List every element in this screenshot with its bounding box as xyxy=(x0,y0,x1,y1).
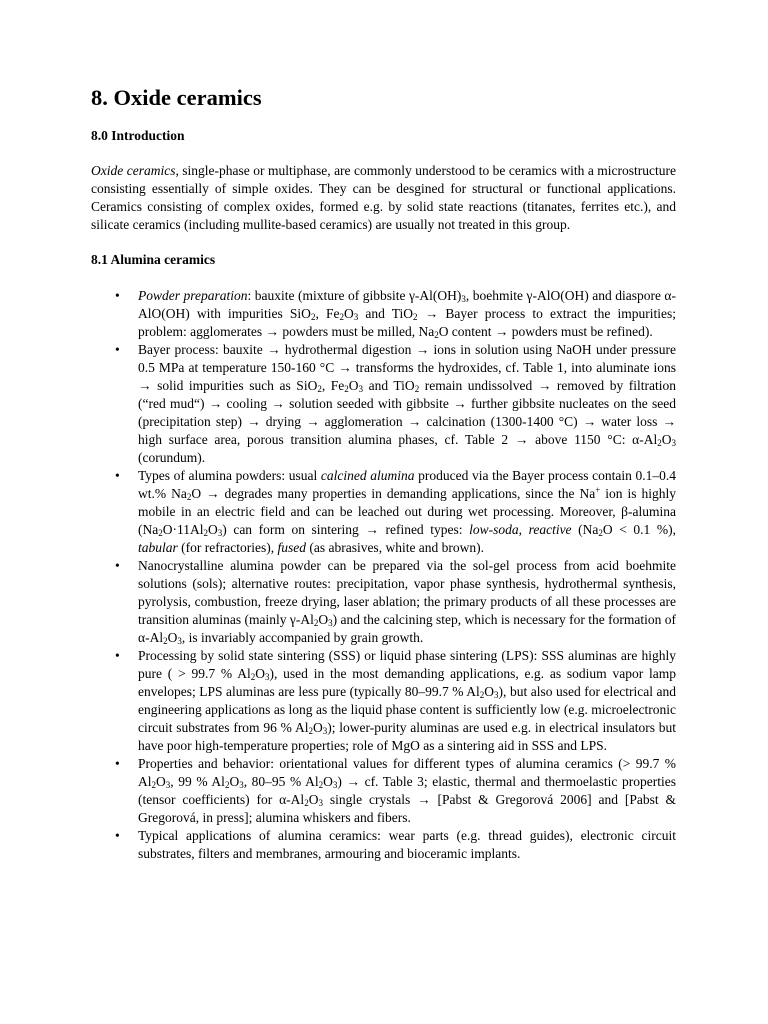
bullet-bayer-process xyxy=(91,341,676,467)
text-run: (as abrasives, white and brown). xyxy=(305,540,485,555)
text-run: O < 0.1 %), xyxy=(602,522,676,537)
bullet-powder-preparation xyxy=(91,287,676,341)
subscript: 3 xyxy=(322,726,328,736)
text-run: (Na xyxy=(571,522,599,537)
subscript: 2 xyxy=(163,636,168,646)
text-run: remain undissolved → removed by filtration (“red mud“) → cooling → solution seeded with gibbsite → further gibbsite nucleates on the seed (precipitation step) → drying → agglomeration → calcination (1300-1400 °C) → water loss → high surface area, porous transition alumina phases, cf. Table 2 → above 1150 °C: α-Al xyxy=(138,378,677,447)
bullet-applications xyxy=(91,827,676,863)
text-run: Nanocrystalline alumina powder can be prepared via the sol-gel process from acid boehmite solutions (sols); alternative routes: precipitation, vapor phase synthesis, hydrothermal synthesis, pyrolysis, combustion, freeze drying, laser ablation; the primary products of all these processes are transition aluminas (mainly γ-Al xyxy=(138,558,676,627)
subscript: 3 xyxy=(494,690,499,700)
text-run: and TiO xyxy=(363,378,415,393)
text-run: reactive xyxy=(528,522,572,537)
subscript: 3 xyxy=(165,780,171,790)
subscript: 2 xyxy=(414,384,420,394)
text-run: single crystals → [Pabst & Gregorová 2006] and [Pabst & Gregorová, in press]; alumina whiskers and fibers. xyxy=(138,792,677,825)
intro-lead: Oxide ceramics xyxy=(91,163,176,178)
subscript: 2 xyxy=(158,528,163,538)
subscript: 2 xyxy=(434,330,439,340)
text-run: low-soda xyxy=(469,522,519,537)
text-run: O xyxy=(308,792,319,807)
text-run: O xyxy=(343,306,354,321)
text-run: (for refractories), xyxy=(177,540,278,555)
document-page xyxy=(91,84,676,863)
subscript: 2 xyxy=(203,528,208,538)
text-run: , 80–95 % Al xyxy=(243,774,319,789)
subscript: 2 xyxy=(308,726,313,736)
text-run: O xyxy=(312,720,323,735)
subscript: 2 xyxy=(151,780,156,790)
subscript: 3 xyxy=(177,636,182,646)
text-run: ion is highly mobile in an electric field and can be leached out during wet processing. Moreover, β-alumina (Na xyxy=(138,486,676,537)
text-run: O xyxy=(167,630,178,645)
text-run: O xyxy=(208,522,218,537)
text-run: Powder preparation xyxy=(138,288,248,303)
subscript: 2 xyxy=(657,438,662,448)
text-run: O xyxy=(229,774,240,789)
bullet-processing xyxy=(91,647,676,755)
text-run: : bauxite (mixture of gibbsite γ-Al(OH) xyxy=(247,288,462,303)
subscript: 3 xyxy=(353,312,359,322)
subscript: 2 xyxy=(339,312,344,322)
text-run: ) can form on sintering → refined types: xyxy=(222,522,470,537)
text-run: O xyxy=(323,774,333,789)
text-run: , xyxy=(518,522,529,537)
subscript: 2 xyxy=(186,492,192,502)
text-run: ) → cf. Table 3; elastic, thermal and thermoelastic properties (tensor coefficients) for α-Al xyxy=(138,774,676,807)
text-run: ), but also used for electrical and engineering applications as long as the liquid phase content is sufficiently low (e.g. microelectronic circuit substrates from 96 % Al xyxy=(138,684,677,735)
text-run: O·11Al xyxy=(162,522,204,537)
alumina-heading: 8.1 Alumina ceramics xyxy=(91,252,216,267)
subscript: 2 xyxy=(310,312,316,322)
text-run: fused xyxy=(277,540,306,555)
text-run: ) and the calcining step, which is necessary for the formation of α-Al xyxy=(138,612,677,645)
text-run: ); lower-purity aluminas are used e.g. in electrical insulators but have poor high-temperature properties; role of MgO as a sintering aid in SSS and LPS. xyxy=(138,720,676,753)
text-run: tabular xyxy=(138,540,178,555)
text-run: and TiO xyxy=(358,306,414,321)
text-run: O xyxy=(661,432,672,447)
subscript: 2 xyxy=(479,690,485,700)
subscript: 2 xyxy=(598,528,603,538)
text-run: → Bayer process to extract the impurities; problem: agglomerates → powders must be milled, Na xyxy=(138,306,677,339)
text-run: , is invariably accompanied by grain growth. xyxy=(181,630,424,645)
text-run: Properties and behavior: orientational values for different types of alumina ceramics (> 99.7 % Al xyxy=(138,756,676,789)
text-run: Bayer process: bauxite → hydrothermal digestion → ions in solution using NaOH under pressure 0.5 MPa at temperature 150-160 °C → transforms the hydroxides, cf. Table 1, into aluminate ions → solid impurities such as SiO xyxy=(138,342,676,393)
subscript: 3 xyxy=(461,294,466,304)
text-run: (corundum). xyxy=(138,450,206,465)
text-run: , Fe xyxy=(321,378,345,393)
text-run: Types of alumina powders: usual xyxy=(138,468,321,483)
subscript: 3 xyxy=(671,438,676,448)
subscript: 2 xyxy=(317,384,322,394)
text-run: O content → powders must be refined). xyxy=(438,324,653,339)
text-run: calcined alumina xyxy=(320,468,415,483)
intro-text: , single-phase or multiphase, are commonly understood to be ceramics with a microstructure consisting essentially of simple oxides. They can be desgined for structural or functional applications. Ceramics consisting of complex oxides, formed e.g. by solid state reactions (titanates, ferrites etc.), and silicate ceramics (including mullite-based ceramics) are usually not treated in this group. xyxy=(91,163,677,232)
subscript: 3 xyxy=(264,672,270,682)
subscript: 3 xyxy=(239,780,244,790)
text-run: ), used in the most demanding applications, e.g. as sodium vapor lamp envelopes; LPS aluminas are less pure (typically 80–99.7 % Al xyxy=(138,666,676,699)
subscript: 3 xyxy=(318,798,323,808)
text-run: O xyxy=(348,378,359,393)
text-run: O xyxy=(255,666,265,681)
text-run: O xyxy=(156,774,166,789)
intro-paragraph xyxy=(91,162,676,234)
text-run: , 99 % Al xyxy=(170,774,225,789)
alumina-bullet-list xyxy=(91,287,676,863)
subscript: 2 xyxy=(304,798,309,808)
bullet-properties xyxy=(91,755,676,827)
subscript: 3 xyxy=(328,618,333,628)
bullet-nanocrystalline xyxy=(91,557,676,647)
intro-heading: 8.0 Introduction xyxy=(91,128,185,143)
text-run: , boehmite γ-AlO(OH) and diaspore α-AlO(OH) with impurities SiO xyxy=(138,288,676,321)
subscript: 2 xyxy=(318,780,324,790)
text-run: O → degrades many properties in demanding applications, since the Na xyxy=(191,486,596,501)
subscript: 3 xyxy=(332,780,338,790)
subscript: 3 xyxy=(217,528,223,538)
text-run: Typical applications of alumina ceramics: wear parts (e.g. thread guides), electronic circuit substrates, filters and membranes, armouring and bioceramic implants. xyxy=(138,828,676,861)
text-run: produced via the Bayer process contain 0.1–0.4 wt.% Na xyxy=(138,468,676,501)
subscript: 2 xyxy=(250,672,256,682)
chapter-title: 8. Oxide ceramics xyxy=(91,85,262,110)
subscript: 2 xyxy=(224,780,230,790)
subscript: 2 xyxy=(313,618,319,628)
text-run: Processing by solid state sintering (SSS) or liquid phase sintering (LPS): SSS aluminas are highly pure ( > 99.7 % Al xyxy=(138,648,676,681)
subscript: 2 xyxy=(344,384,349,394)
subscript: 3 xyxy=(358,384,364,394)
text-run: O xyxy=(484,684,495,699)
text-run: O xyxy=(318,612,329,627)
text-run: , Fe xyxy=(315,306,340,321)
subscript: 2 xyxy=(413,312,418,322)
bullet-powder-types xyxy=(91,467,676,557)
superscript: + xyxy=(595,485,601,495)
